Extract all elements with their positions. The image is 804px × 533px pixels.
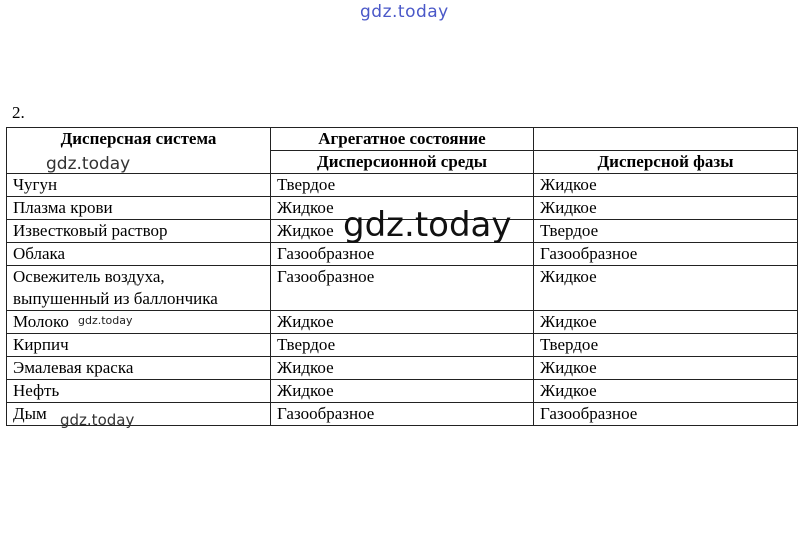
cell-phase: Жидкое bbox=[534, 197, 798, 220]
cell-system: Чугун bbox=[7, 174, 271, 197]
cell-phase: Жидкое bbox=[534, 311, 798, 334]
cell-system: Известковый раствор bbox=[7, 220, 271, 243]
cell-phase: Твердое bbox=[534, 220, 798, 243]
table-row bbox=[7, 334, 798, 357]
cell-medium: Твердое bbox=[271, 334, 534, 357]
cell-phase: Жидкое bbox=[534, 266, 798, 311]
header-group: Агрегатное состояние bbox=[271, 128, 534, 151]
task-number: 2. bbox=[12, 103, 25, 122]
header-empty bbox=[534, 128, 798, 151]
cell-system: Нефть bbox=[7, 380, 271, 403]
header-medium: Дисперсионной среды bbox=[271, 151, 534, 174]
watermark-bottom: gdz.today bbox=[60, 411, 135, 429]
watermark-top: gdz.today bbox=[360, 2, 449, 22]
cell-medium: Газообразное bbox=[271, 403, 534, 426]
cell-medium: Жидкое bbox=[271, 311, 534, 334]
cell-system: Эмалевая краска bbox=[7, 357, 271, 380]
cell-medium: Жидкое bbox=[271, 357, 534, 380]
table-row bbox=[7, 266, 798, 311]
cell-phase: Жидкое bbox=[534, 357, 798, 380]
header-phase: Дисперсной фазы bbox=[534, 151, 798, 174]
watermark-small: gdz.today bbox=[78, 314, 133, 327]
cell-medium: Твердое bbox=[271, 174, 534, 197]
cell-phase: Жидкое bbox=[534, 174, 798, 197]
watermark-header: gdz.today bbox=[46, 154, 131, 174]
table-row bbox=[7, 174, 798, 197]
header-system: Дисперсная система bbox=[7, 128, 271, 174]
cell-phase: Твердое bbox=[534, 334, 798, 357]
watermark-center: gdz.today bbox=[343, 205, 512, 245]
table-row bbox=[7, 380, 798, 403]
cell-system: Кирпич bbox=[7, 334, 271, 357]
cell-medium: Жидкое bbox=[271, 380, 534, 403]
cell-phase: Жидкое bbox=[534, 380, 798, 403]
cell-system-line2: выпушенный из баллончика bbox=[13, 289, 218, 308]
cell-system: Облака bbox=[7, 243, 271, 266]
cell-medium: Жидкое bbox=[271, 220, 534, 243]
table-row bbox=[7, 357, 798, 380]
cell-medium: Газообразное bbox=[271, 243, 534, 266]
cell-phase: Газообразное bbox=[534, 243, 798, 266]
cell-system: Плазма крови bbox=[7, 197, 271, 220]
cell-system: Молоко bbox=[7, 311, 271, 334]
table-row bbox=[7, 243, 798, 266]
cell-system bbox=[7, 266, 271, 311]
cell-system-line1: Освежитель воздуха, bbox=[13, 267, 165, 286]
cell-medium: Жидкое bbox=[271, 197, 534, 220]
cell-system: Дым bbox=[7, 403, 271, 426]
cell-medium: Газообразное bbox=[271, 266, 534, 311]
cell-phase: Газообразное bbox=[534, 403, 798, 426]
